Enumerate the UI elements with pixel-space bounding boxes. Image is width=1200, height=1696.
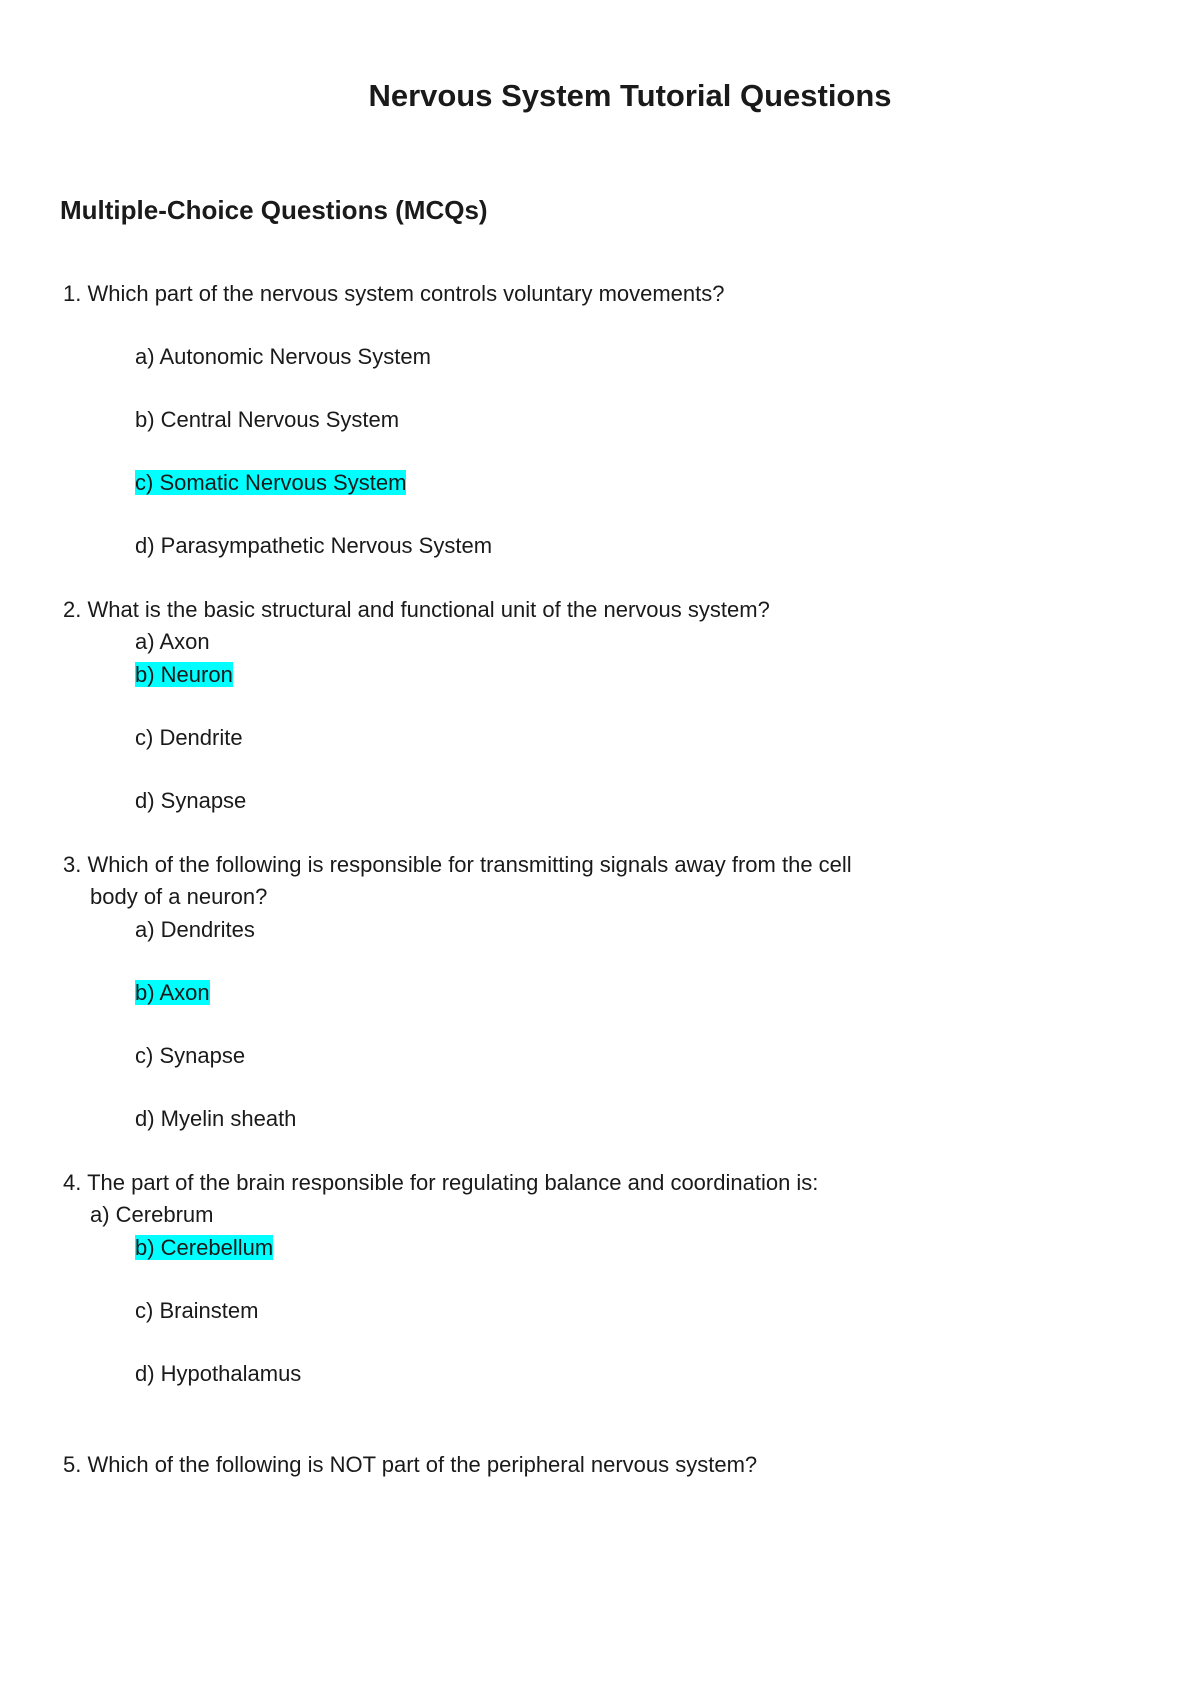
question-3-option-c: c) Synapse <box>135 1043 246 1068</box>
question-2-option-b <box>135 661 233 689</box>
highlighted-answer: b) Axon <box>135 980 210 1005</box>
highlighted-answer: b) Neuron <box>135 662 233 687</box>
question-4-option-c: c) Brainstem <box>135 1298 259 1323</box>
document-title: Nervous System Tutorial Questions <box>368 78 892 113</box>
question-2-text: 2. What is the basic structural and functional unit of the nervous system? <box>63 597 770 622</box>
section-heading: Multiple-Choice Questions (MCQs) <box>60 195 488 225</box>
question-3-text-line-1: 3. Which of the following is responsible for transmitting signals away from the cell <box>63 852 852 877</box>
question-2-option-d: d) Synapse <box>135 788 247 813</box>
question-3-text-line-2: body of a neuron? <box>90 884 268 909</box>
question-1-option-c <box>135 469 406 497</box>
question-2-option-c: c) Dendrite <box>135 725 243 750</box>
question-3-option-a: a) Dendrites <box>135 917 255 942</box>
question-4-option-b <box>135 1234 273 1262</box>
question-4-text: 4. The part of the brain responsible for regulating balance and coordination is: <box>63 1170 819 1195</box>
highlighted-answer: c) Somatic Nervous System <box>135 470 407 495</box>
question-2-option-a: a) Axon <box>135 629 210 654</box>
question-1-text: 1. Which part of the nervous system controls voluntary movements? <box>63 281 725 306</box>
question-4-option-d: d) Hypothalamus <box>135 1361 302 1386</box>
question-3-option-d: d) Myelin sheath <box>135 1106 297 1131</box>
question-3-option-b <box>135 979 210 1007</box>
question-5-text: 5. Which of the following is NOT part of the peripheral nervous system? <box>63 1452 758 1477</box>
highlighted-answer: b) Cerebellum <box>135 1235 274 1260</box>
question-1-option-b: b) Central Nervous System <box>135 407 400 432</box>
question-4-option-a: a) Cerebrum <box>90 1202 214 1227</box>
question-1-option-d: d) Parasympathetic Nervous System <box>135 533 493 558</box>
question-1-option-a: a) Autonomic Nervous System <box>135 344 431 369</box>
